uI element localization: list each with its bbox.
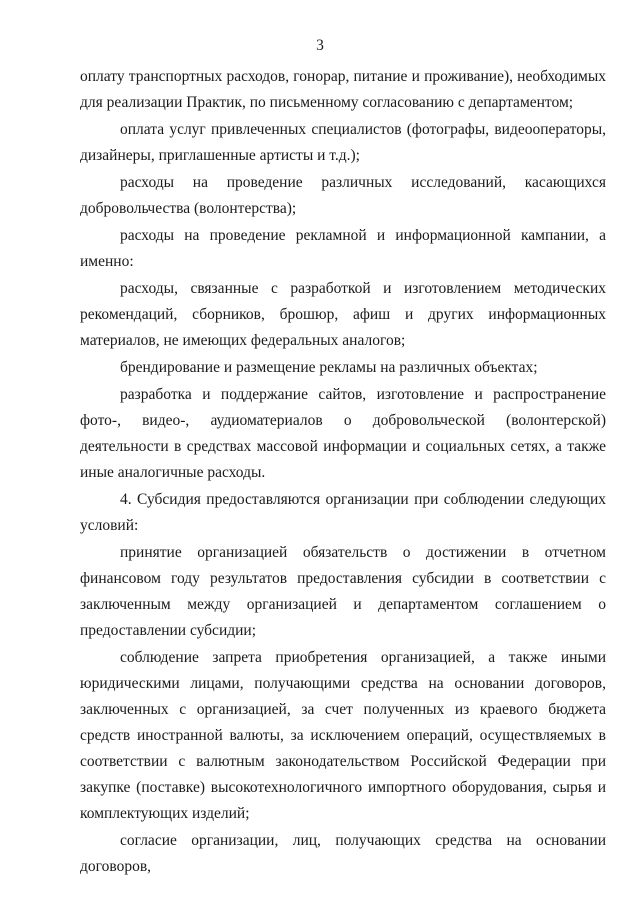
paragraph-obligations: принятие организацией обязательств о достижении в отчетном финансовом году результатов предоставления субсидии в соответствии с заключенным между организацией и департаментом соглашением о предоставлении субсидии; <box>80 544 606 639</box>
document-body <box>80 64 606 881</box>
paragraph-consent: согласие организации, лиц, получающих средства на основании договоров, <box>80 832 606 875</box>
page-number: 3 <box>316 37 324 54</box>
paragraph-transport-costs: оплату транспортных расходов, гонорар, питание и проживание), необходимых для реализации Практик, по письменному согласованию с департаментом; <box>80 68 606 111</box>
paragraph-subsidy-conditions: 4. Субсидия предоставляются организации при соблюдении следующих условий: <box>80 491 606 534</box>
paragraph-websites: разработка и поддержание сайтов, изготовление и распространение фото-, видео-, аудиоматериалов о добровольческой (волонтерской) деятельности в средствах массовой информации и социальных сетях, а также иные аналогичные расходы. <box>80 386 606 481</box>
paragraph-research: расходы на проведение различных исследований, касающихся добровольчества (волонтерства); <box>80 174 606 217</box>
paragraph-specialists: оплата услуг привлеченных специалистов (фотографы, видеооператоры, дизайнеры, приглашенные артисты и т.д.); <box>80 121 606 164</box>
paragraph-currency-ban: соблюдение запрета приобретения организацией, а также иными юридическими лицами, получающими средства на основании договоров, заключенных с организацией, за счет полученных из краевого бюджета средств иностранной валюты, за исключением операций, осуществляемых в соответствии с валютным законодательством Российской Федерации при закупке (поставке) высокотехнологичного импортного оборудования, сырья и комплектующих изделий; <box>80 649 606 822</box>
paragraph-advertising-campaign: расходы на проведение рекламной и информационной кампании, а именно: <box>80 227 606 270</box>
paragraph-branding: брендирование и размещение рекламы на различных объектах; <box>120 359 538 376</box>
paragraph-methodical-materials: расходы, связанные с разработкой и изготовлением методических рекомендаций, сборников, брошюр, афиш и других информационных материалов, не имеющих федеральных аналогов; <box>80 280 606 349</box>
